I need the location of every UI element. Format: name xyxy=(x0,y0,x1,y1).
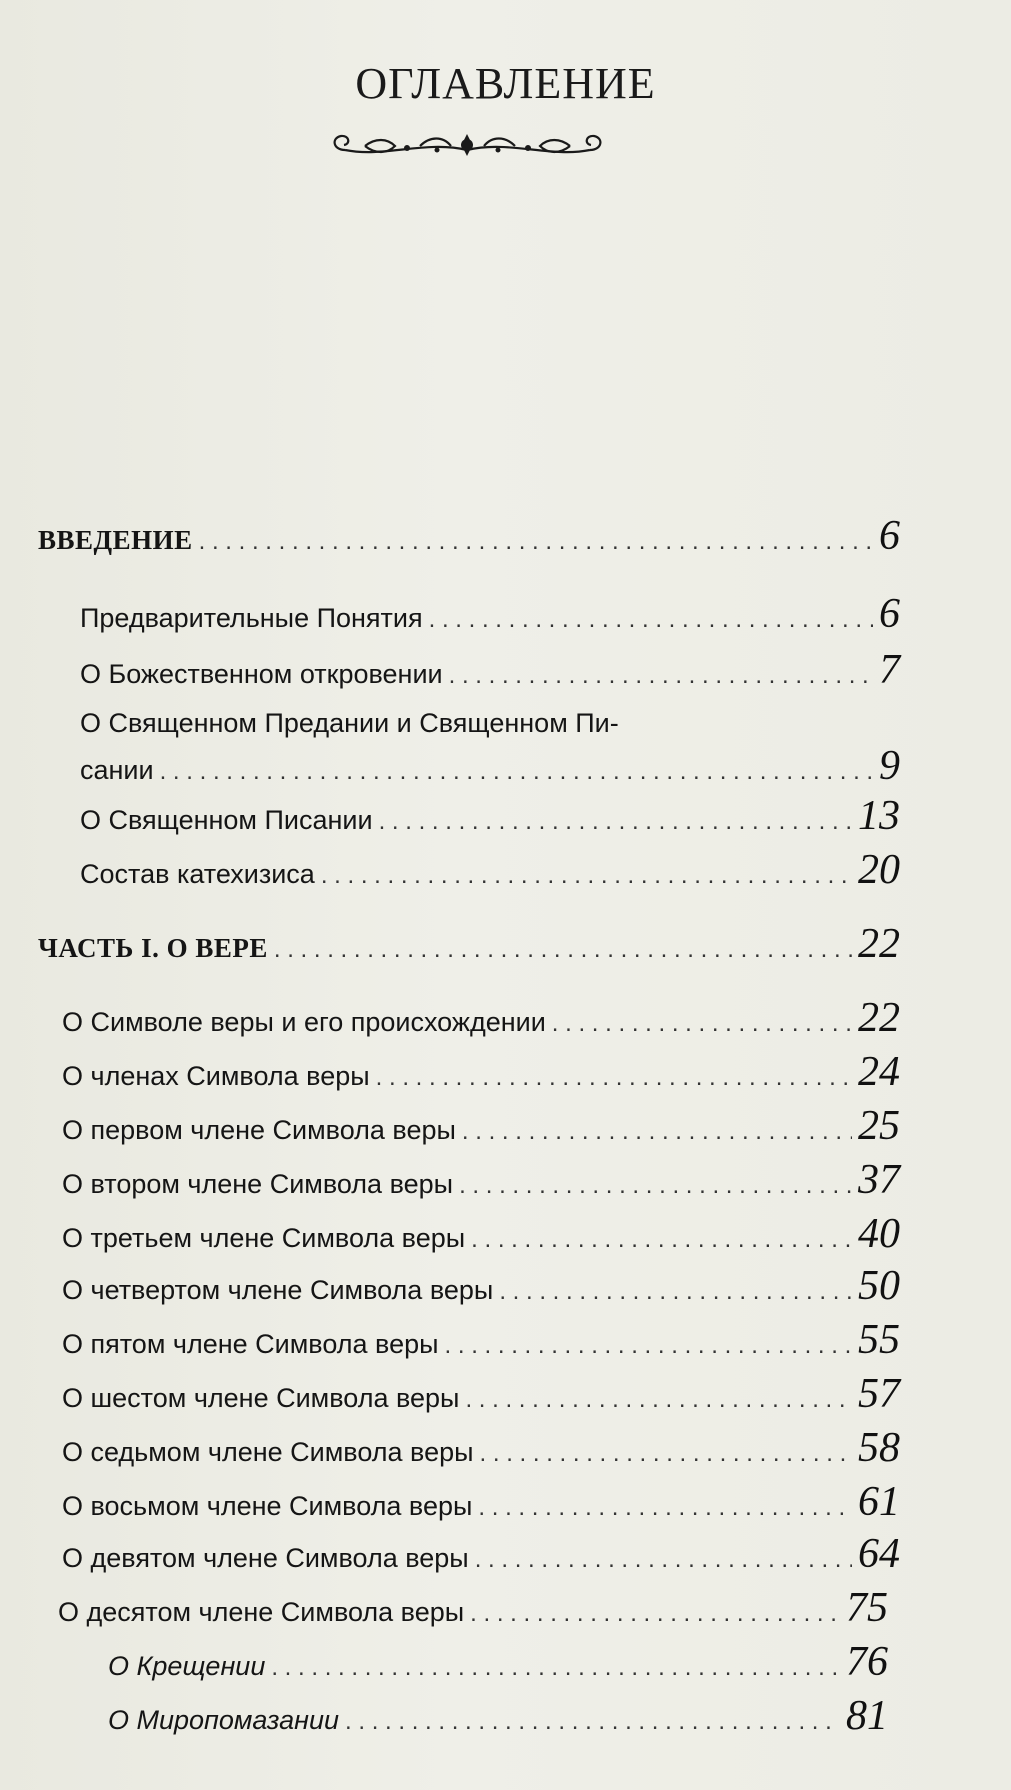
dot-leader xyxy=(480,1440,852,1468)
toc-entry-title: О девятом члене Символа веры xyxy=(62,1543,469,1573)
toc-entry[interactable] xyxy=(62,1262,900,1310)
toc-page-number: 50 xyxy=(858,1263,900,1309)
toc-entry-title: Предварительные Понятия xyxy=(80,603,423,633)
dot-leader xyxy=(471,1226,852,1254)
toc-page-number: 22 xyxy=(858,921,900,967)
toc-entry[interactable] xyxy=(80,792,900,840)
toc-entry[interactable] xyxy=(80,742,900,790)
page-title: ОГЛАВЛЕНИЕ xyxy=(355,59,656,108)
dot-leader xyxy=(345,1708,840,1736)
toc-entry[interactable] xyxy=(58,1584,888,1632)
toc-entry[interactable] xyxy=(62,1370,900,1418)
toc-entry[interactable] xyxy=(62,994,900,1042)
toc-page-number: 76 xyxy=(846,1639,888,1685)
dot-leader xyxy=(321,862,852,890)
toc-page-number: 9 xyxy=(879,743,900,789)
dot-leader xyxy=(478,1494,852,1522)
dot-leader xyxy=(449,662,873,690)
dot-leader xyxy=(499,1278,852,1306)
toc-entry-title: О пятом члене Символа веры xyxy=(62,1329,439,1359)
toc-entry-title: О втором члене Символа веры xyxy=(62,1169,454,1199)
toc-entry[interactable] xyxy=(80,846,900,894)
toc-entry[interactable] xyxy=(38,920,900,968)
toc-page-number: 55 xyxy=(858,1317,900,1363)
toc-entry-title: Состав катехизиса xyxy=(80,859,315,889)
toc-entry-title: О четвертом члене Символа веры xyxy=(62,1275,494,1305)
toc-page-number: 58 xyxy=(858,1425,900,1471)
toc-entry[interactable] xyxy=(108,1638,888,1686)
toc-page-number: 20 xyxy=(858,847,900,893)
dot-leader xyxy=(445,1332,852,1360)
toc-entry-title: О Миропомазании xyxy=(108,1705,340,1735)
toc-entry[interactable] xyxy=(108,1692,888,1740)
toc-page-number: 75 xyxy=(846,1585,888,1631)
toc-page-number: 37 xyxy=(858,1157,900,1203)
toc-entry[interactable] xyxy=(62,1210,900,1258)
dot-leader xyxy=(465,1386,852,1414)
toc-entry[interactable] xyxy=(62,1530,900,1578)
toc-entry-title: ВВЕДЕНИЕ xyxy=(38,525,193,555)
dot-leader xyxy=(429,606,873,634)
dot-leader xyxy=(552,1010,852,1038)
toc-page-number: 6 xyxy=(879,591,900,637)
toc-page-number: 40 xyxy=(858,1211,900,1257)
dot-leader xyxy=(376,1064,852,1092)
toc-entry[interactable] xyxy=(80,590,900,638)
toc-page-number: 57 xyxy=(858,1371,900,1417)
toc-page-number: 64 xyxy=(858,1531,900,1577)
toc-entry[interactable] xyxy=(62,1316,900,1364)
toc-entry[interactable] xyxy=(62,1048,900,1096)
toc-entry-title: О третьем члене Символа веры xyxy=(62,1223,466,1253)
toc-entry-title: О Божественном откровении xyxy=(80,659,443,689)
toc-entry[interactable] xyxy=(62,1424,900,1472)
dot-leader xyxy=(274,936,852,964)
dot-leader xyxy=(462,1118,852,1146)
toc-page-number: 25 xyxy=(858,1103,900,1149)
toc-entry[interactable] xyxy=(80,646,900,694)
dot-leader xyxy=(379,808,852,836)
toc-entry-title: О Символе веры и его происхождении xyxy=(62,1007,546,1037)
toc-page-number: 61 xyxy=(858,1479,900,1525)
toc-entry-title: О Крещении xyxy=(108,1651,266,1681)
toc-entry-title: О членах Символа веры xyxy=(62,1061,370,1091)
toc-entry-title: О первом члене Символа веры xyxy=(62,1115,456,1145)
toc-page-number: 22 xyxy=(858,995,900,1041)
toc-page-number: 13 xyxy=(858,793,900,839)
toc-entry-title-line1[interactable]: О Священном Предании и Священном Пи- xyxy=(80,708,619,738)
toc-entry-title: О шестом члене Символа веры xyxy=(62,1383,460,1413)
toc-page-number: 81 xyxy=(846,1693,888,1739)
dot-leader xyxy=(160,758,873,786)
dot-leader xyxy=(475,1546,852,1574)
toc-entry-title: О десятом члене Символа веры xyxy=(58,1597,465,1627)
toc-entry-title: О восьмом члене Символа веры xyxy=(62,1491,473,1521)
dot-leader xyxy=(459,1172,852,1200)
toc-entry[interactable] xyxy=(62,1156,900,1204)
toc-entry[interactable] xyxy=(62,1102,900,1150)
toc-entry[interactable] xyxy=(62,1478,900,1526)
dot-leader xyxy=(199,528,873,556)
toc-entry-title: сании xyxy=(80,755,154,785)
toc-entry-title: ЧАСТЬ I. О ВЕРЕ xyxy=(38,933,268,963)
toc-page-number: 7 xyxy=(879,647,900,693)
toc-entry-title: О Священном Писании xyxy=(80,805,373,835)
dot-leader xyxy=(271,1654,840,1682)
dot-leader xyxy=(470,1600,840,1628)
toc-page-number: 24 xyxy=(858,1049,900,1095)
toc-page-number: 6 xyxy=(879,513,900,559)
toc-entry-title: О седьмом члене Символа веры xyxy=(62,1437,474,1467)
toc-entry[interactable] xyxy=(38,512,900,560)
